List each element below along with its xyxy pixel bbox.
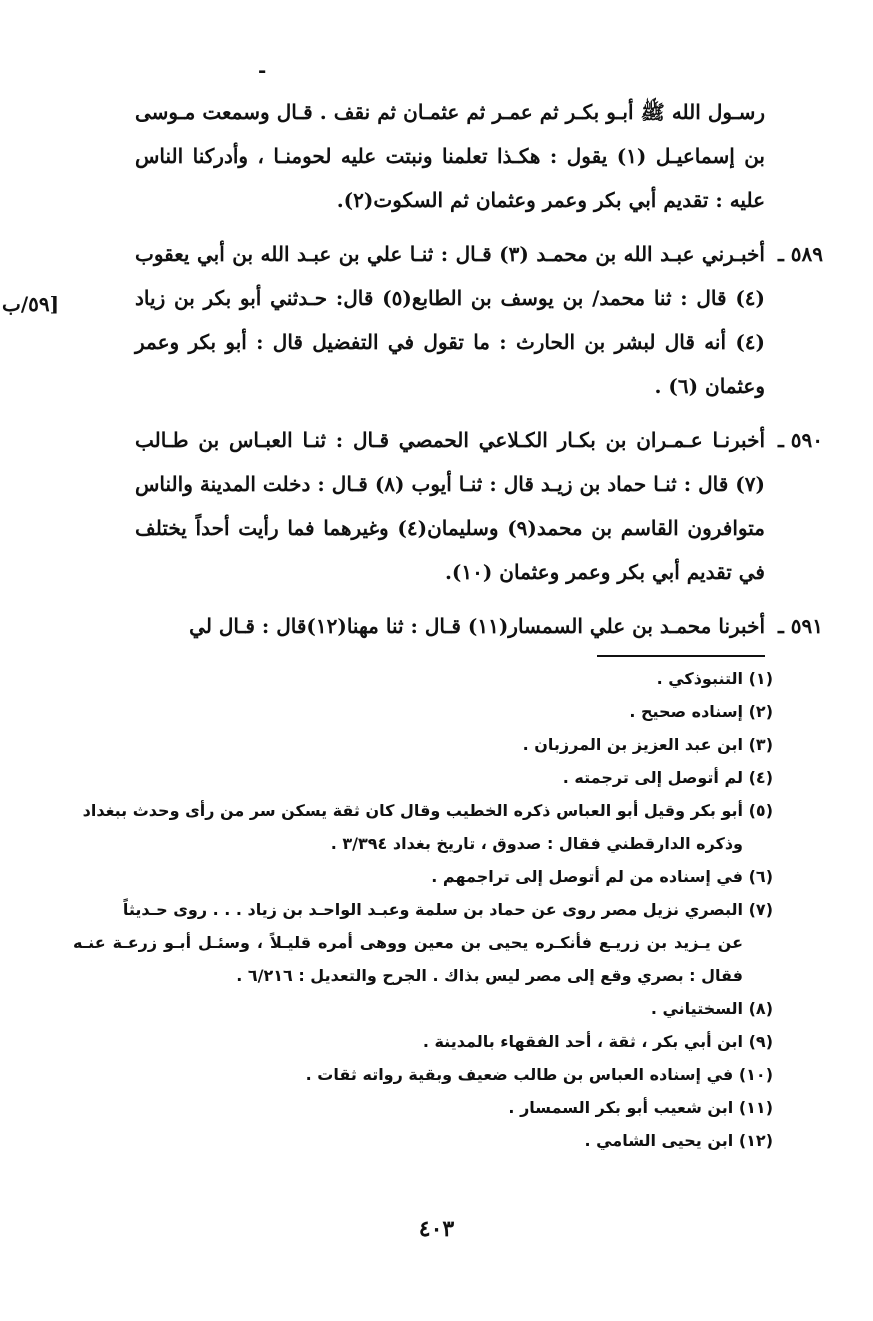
- footnote-number: (٤): [748, 768, 773, 787]
- entry-text: [135, 232, 765, 408]
- footnote-number: (١): [748, 669, 773, 688]
- footnote-text: إسناده صحيح .: [629, 702, 744, 721]
- footnote-number: (١١): [738, 1098, 773, 1117]
- entry-number: ٥٩٠ ـ: [777, 428, 823, 452]
- footnote-text: في إسناده من لم أتوصل إلى تراجمهم .: [431, 867, 744, 886]
- footnote-text: ابن يحيى الشامي .: [584, 1131, 734, 1150]
- main-text: [135, 90, 823, 658]
- footnote-item: [73, 695, 773, 728]
- footnote-number: (١٠): [738, 1065, 773, 1084]
- footnote-text: البصري نزيل مصر روى عن حماد بن سلمة وعبـد الواحـد بن زياد . . . روى حـديثاً: [122, 900, 744, 919]
- folio-marker: [٥٩/ب: [2, 292, 60, 316]
- footnote-number: (٨): [748, 999, 773, 1018]
- footnote-text: لم أتوصل إلى ترجمته .: [562, 768, 744, 787]
- footnote-text: السختياني .: [650, 999, 744, 1018]
- entry-text: أخبرنـا عـمـران بن بكـار الكـلاعي الحمصي قـال : ثنـا العبـاس بن طـالب (٧) قال : ثنـا حماد بن زيـد قال : ثنـا أيوب (٨) قـال : دخلت المدينة والناس متوافرون القاسم بن محمد(٩) وسليمان(٤) وغيرهما فما رأيت أحداً يختلف في تقديم أبي بكر وعمر وعثمان (١٠).: [135, 428, 765, 584]
- footnote-item: [73, 728, 773, 761]
- footnote-number: (٢): [748, 702, 773, 721]
- footnote-number: (١٢): [738, 1131, 773, 1150]
- footnote-item: [73, 992, 773, 1025]
- footnote-number: (٣): [748, 735, 773, 754]
- footnote-text: ابن أبي بكر ، ثقة ، أحد الفقهاء بالمدينة .: [422, 1032, 744, 1051]
- footnote-text: التنبوذكي .: [656, 669, 744, 688]
- footnotes: [73, 662, 773, 1157]
- page-number: ٤٠٣: [418, 1216, 455, 1242]
- footnote-number: (٦): [748, 867, 773, 886]
- entry-text: أخبرنا محمـد بن علي السمسار(١١) قـال : ثنا مهنا(١٢)قال : قـال لي: [189, 614, 765, 638]
- entry-number: ٥٨٩ ـ: [777, 242, 823, 266]
- top-mark: -: [258, 58, 267, 82]
- entry-590: [135, 418, 823, 594]
- footnote-text: ابن عبد العزيز بن المرزبان .: [522, 735, 744, 754]
- entry-body: أخبـرني عبـد الله بن محمـد (٣) قـال : ثنـا علي بن عبـد الله بن أبي يعقوب (٤) قال : ثنا محمد/ بن يوسف بن الطابع(٥) قال: حـدثني أبو بكر بن زياد (٤) أنه قال لبشر بن الحارث : ما تقول في التفضيل قال : أبو بكر وعمر وعثمان (٦) .: [135, 242, 766, 398]
- entry-number: ٥٩١ ـ: [777, 614, 823, 638]
- footnote-item: [73, 1091, 773, 1124]
- footnote-number: (٧): [748, 900, 773, 919]
- footnote-item: [73, 662, 773, 695]
- footnote-number: (٥): [748, 801, 773, 820]
- footnote-item: [73, 893, 773, 992]
- footnote-item: [73, 1058, 773, 1091]
- footnote-item: [73, 794, 773, 860]
- footnote-continuation: وذكره الدارقطني فقال : صدوق ، تاريخ بغداد ٣/٣٩٤ .: [330, 834, 743, 853]
- entry-591: [135, 604, 823, 648]
- footnote-text: أبو بكر وقيل أبو العباس ذكره الخطيب وقال كان ثقة يسكن سر من رأى وحدث ببغداد: [82, 801, 744, 820]
- footnote-text: ابن شعيب أبو بكر السمسار .: [508, 1098, 734, 1117]
- intro-paragraph: رسـول الله ﷺ أبـو بكـر ثم عمـر ثم عثمـان ثم نقف . قـال وسمعت مـوسى بن إسماعيـل (١) يقول : هكـذا تعلمنا ونبتت عليه لحومنـا ، وأدركنا الناس عليه : تقديم أبي بكر وعمر وعثمان ثم السكوت(٢).: [135, 100, 765, 212]
- footnote-item: [73, 1124, 773, 1157]
- footnote-number: (٩): [748, 1032, 773, 1051]
- footnote-text: في إسناده العباس بن طالب ضعيف وبقية رواته ثقات .: [305, 1065, 734, 1084]
- footnote-separator: [597, 655, 765, 657]
- footnote-continuation: عن يـزيد بن زريـع فأنكـره يحيى بن معين ووهى أمره قليـلاً ، وسئـل أبـو زرعـة عنـه فقال : بصري وقع إلى مصر ليس بذاك . الجرح والتعديل : ٦/٢١٦ .: [73, 933, 743, 985]
- footnote-item: [73, 1025, 773, 1058]
- footnote-item: [73, 860, 773, 893]
- footnote-item: [73, 761, 773, 794]
- entry-589: [135, 232, 823, 408]
